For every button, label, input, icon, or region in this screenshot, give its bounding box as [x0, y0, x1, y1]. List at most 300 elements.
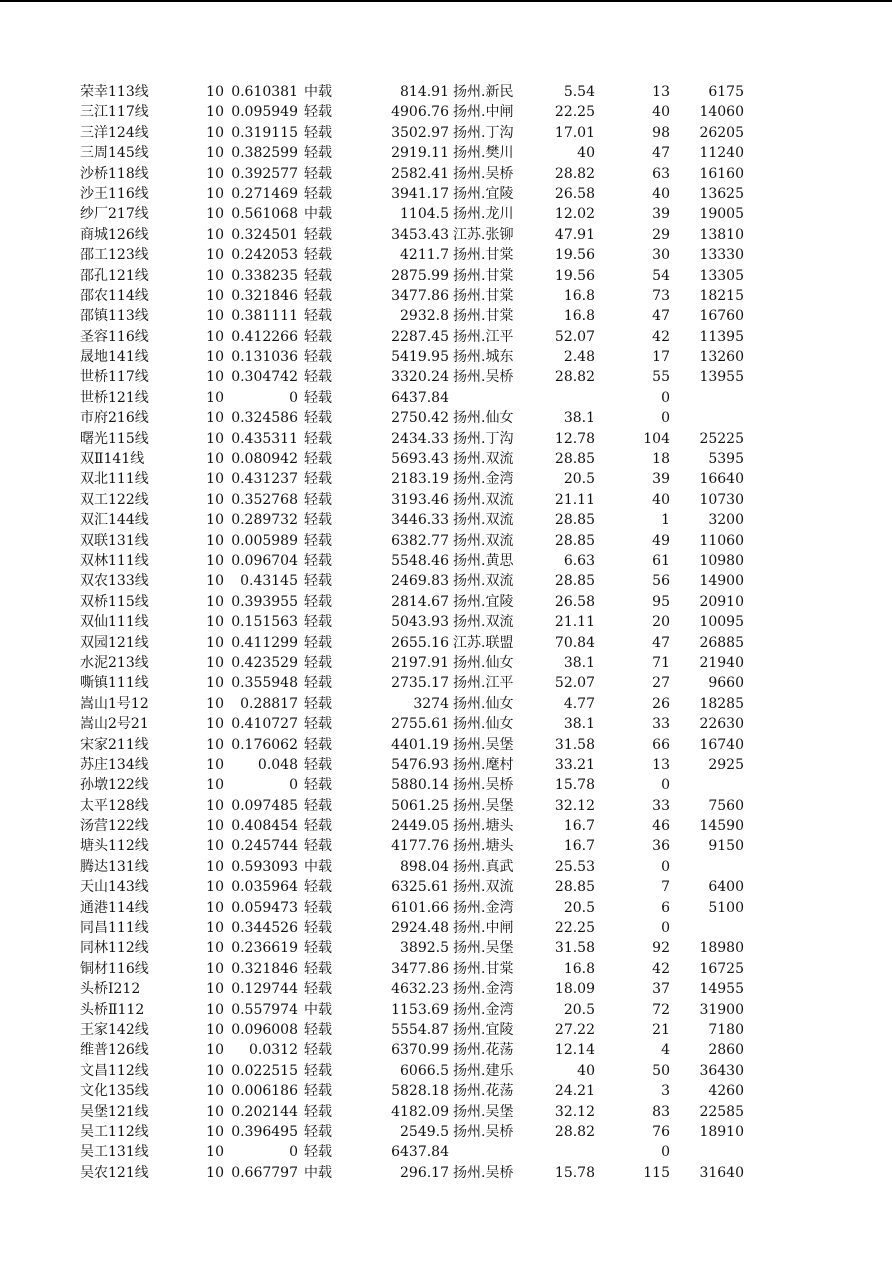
length-cell: 16.8 [563, 287, 595, 304]
line-name: 吴堡121线 [80, 1103, 149, 1120]
line-name: 嵩山1号12 [80, 695, 149, 712]
load-class-cell: 轻载 [304, 247, 332, 264]
table-row [0, 1020, 892, 1040]
table-row [0, 796, 892, 816]
load-rate-cell: 0.096008 [231, 1021, 298, 1038]
capacity-cell: 2924.48 [391, 920, 449, 937]
amount-cell: 5395 [708, 451, 744, 468]
line-name: 圣容116线 [80, 328, 149, 345]
voltage-cell: 10 [206, 491, 224, 508]
table-row [0, 266, 892, 286]
load-class-cell: 轻载 [304, 389, 332, 406]
line-name: 市府216线 [80, 410, 149, 427]
voltage-cell: 10 [206, 451, 224, 468]
length-cell: 32.12 [554, 797, 595, 814]
voltage-cell: 10 [206, 981, 224, 998]
amount-cell: 16740 [699, 736, 744, 753]
amount-cell: 14060 [699, 104, 744, 121]
line-name: 通港114线 [80, 899, 149, 916]
count-cell: 56 [652, 573, 670, 590]
capacity-cell: 3941.17 [391, 185, 449, 202]
table-row [0, 775, 892, 795]
load-class-cell: 轻载 [304, 960, 332, 977]
area-cell: 扬州.吴堡 [453, 797, 514, 814]
table-row [0, 592, 892, 612]
voltage-cell: 10 [206, 226, 224, 243]
line-name: 荣幸113线 [80, 84, 149, 100]
table-row [0, 653, 892, 673]
voltage-cell: 10 [206, 797, 224, 814]
voltage-cell: 10 [206, 756, 224, 773]
amount-cell: 18285 [699, 695, 744, 712]
voltage-cell: 10 [206, 1083, 224, 1100]
table-row [0, 959, 892, 979]
capacity-cell: 5828.18 [391, 1083, 449, 1100]
count-cell: 40 [652, 185, 670, 202]
table-row [0, 82, 892, 102]
load-rate-cell: 0.435311 [231, 430, 298, 447]
table-row [0, 347, 892, 367]
load-rate-cell: 0.324586 [231, 410, 298, 427]
length-cell: 16.8 [563, 308, 595, 325]
area-cell: 扬州.吴堡 [453, 940, 514, 957]
voltage-cell: 10 [206, 247, 224, 264]
length-cell: 24.21 [554, 1083, 595, 1100]
capacity-cell: 5880.14 [391, 777, 449, 794]
capacity-cell: 4906.76 [391, 104, 449, 121]
voltage-cell: 10 [206, 430, 224, 447]
length-cell: 38.1 [563, 654, 595, 671]
table-row [0, 571, 892, 591]
load-class-cell: 轻载 [304, 124, 332, 141]
load-rate-cell: 0.035964 [231, 879, 298, 896]
amount-cell: 13625 [699, 185, 744, 202]
count-cell: 47 [652, 145, 670, 162]
length-cell: 6.63 [563, 552, 595, 569]
count-cell: 0 [661, 920, 670, 937]
count-cell: 37 [652, 981, 670, 998]
load-class-cell: 轻载 [304, 1144, 332, 1161]
area-cell: 扬州.丁沟 [453, 124, 514, 141]
voltage-cell: 10 [206, 777, 224, 794]
table-row [0, 836, 892, 856]
line-name: 文昌112线 [80, 1062, 149, 1079]
load-class-cell: 中载 [304, 206, 332, 223]
area-cell: 扬州.仙女 [453, 695, 514, 712]
table-row [0, 204, 892, 224]
length-cell: 28.82 [554, 1123, 595, 1140]
amount-cell: 5100 [708, 899, 744, 916]
load-rate-cell: 0.059473 [231, 899, 298, 916]
length-cell: 52.07 [554, 328, 595, 345]
line-name: 曙光115线 [80, 430, 149, 447]
amount-cell: 16640 [699, 471, 744, 488]
capacity-cell: 6325.61 [391, 879, 449, 896]
length-cell: 4.77 [563, 695, 595, 712]
capacity-cell: 5554.87 [391, 1021, 449, 1038]
count-cell: 0 [661, 858, 670, 875]
amount-cell: 3200 [708, 512, 744, 529]
line-name: 纱厂217线 [80, 206, 149, 223]
length-cell: 15.78 [554, 777, 595, 794]
count-cell: 6 [661, 899, 670, 916]
amount-cell: 13260 [699, 349, 744, 366]
table-row [0, 898, 892, 918]
voltage-cell: 10 [206, 940, 224, 957]
amount-cell: 6400 [708, 879, 744, 896]
line-name: 双工122线 [80, 491, 149, 508]
amount-cell: 13305 [699, 267, 744, 284]
area-cell: 扬州.塘头 [453, 818, 514, 835]
table-row [0, 612, 892, 632]
load-class-cell: 轻载 [304, 349, 332, 366]
line-name: 宋家211线 [80, 736, 149, 753]
capacity-cell: 6066.5 [400, 1062, 449, 1079]
amount-cell: 9150 [708, 838, 744, 855]
voltage-cell: 10 [206, 267, 224, 284]
length-cell: 21.11 [554, 614, 595, 631]
amount-cell: 22630 [699, 716, 744, 733]
line-name: 同昌111线 [80, 920, 149, 937]
load-class-cell: 轻载 [304, 818, 332, 835]
capacity-cell: 4632.23 [391, 981, 449, 998]
length-cell: 16.8 [563, 960, 595, 977]
count-cell: 98 [652, 124, 670, 141]
length-cell: 18.09 [554, 981, 595, 998]
amount-cell: 2925 [708, 756, 744, 773]
length-cell: 26.58 [554, 593, 595, 610]
amount-cell: 14900 [699, 573, 744, 590]
voltage-cell: 10 [206, 1103, 224, 1120]
load-class-cell: 轻载 [304, 532, 332, 549]
count-cell: 17 [652, 349, 670, 366]
load-class-cell: 轻载 [304, 512, 332, 529]
table-row [0, 245, 892, 265]
count-cell: 73 [652, 287, 670, 304]
load-rate-cell: 0.561068 [231, 206, 298, 223]
load-rate-cell: 0.411299 [231, 634, 298, 651]
voltage-cell: 10 [206, 328, 224, 345]
load-class-cell: 轻载 [304, 838, 332, 855]
load-class-cell: 轻载 [304, 879, 332, 896]
length-cell: 20.5 [563, 899, 595, 916]
load-rate-cell: 0.431237 [231, 471, 298, 488]
amount-cell: 13330 [699, 247, 744, 264]
area-cell: 扬州.真武 [453, 858, 514, 875]
table-row [0, 449, 892, 469]
load-rate-cell: 0.022515 [231, 1062, 298, 1079]
table-row [0, 408, 892, 428]
table-row [0, 551, 892, 571]
table-row [0, 857, 892, 877]
area-cell: 扬州.花荡 [453, 1042, 514, 1059]
area-cell: 江苏.联盟 [453, 634, 514, 651]
count-cell: 7 [661, 879, 670, 896]
voltage-cell: 10 [206, 879, 224, 896]
line-name: 三洋124线 [80, 124, 149, 141]
voltage-cell: 10 [206, 185, 224, 202]
capacity-cell: 3892.5 [400, 940, 449, 957]
line-name: 双仙111线 [80, 614, 149, 631]
table-row [0, 816, 892, 836]
length-cell: 28.85 [554, 451, 595, 468]
count-cell: 95 [652, 593, 670, 610]
length-cell: 70.84 [554, 634, 595, 651]
table-row [0, 694, 892, 714]
capacity-cell: 5476.93 [391, 756, 449, 773]
count-cell: 30 [652, 247, 670, 264]
capacity-cell: 2919.11 [391, 145, 449, 162]
amount-cell: 18910 [699, 1123, 744, 1140]
area-cell: 扬州.双流 [453, 614, 514, 631]
load-class-cell: 轻载 [304, 104, 332, 121]
load-rate-cell: 0.355948 [231, 675, 298, 692]
capacity-cell: 6370.99 [391, 1042, 449, 1059]
load-rate-cell: 0 [289, 1144, 298, 1161]
area-cell: 扬州.金湾 [453, 1001, 514, 1018]
length-cell: 25.53 [554, 858, 595, 875]
length-cell: 12.14 [554, 1042, 595, 1059]
line-name: 塘头112线 [80, 838, 149, 855]
load-class-cell: 轻载 [304, 756, 332, 773]
load-rate-cell: 0.005989 [231, 532, 298, 549]
count-cell: 33 [652, 716, 670, 733]
voltage-cell: 10 [206, 634, 224, 651]
length-cell: 33.21 [554, 756, 595, 773]
amount-cell: 16725 [699, 960, 744, 977]
count-cell: 0 [661, 389, 670, 406]
load-rate-cell: 0.43145 [240, 573, 298, 590]
amount-cell: 10980 [699, 552, 744, 569]
load-class-cell: 轻载 [304, 552, 332, 569]
capacity-cell: 3453.43 [391, 226, 449, 243]
length-cell: 38.1 [563, 716, 595, 733]
capacity-cell: 5061.25 [391, 797, 449, 814]
amount-cell: 22585 [699, 1103, 744, 1120]
table-row [0, 531, 892, 551]
capacity-cell: 2449.05 [391, 818, 449, 835]
capacity-cell: 2469.83 [391, 573, 449, 590]
length-cell: 20.5 [563, 471, 595, 488]
load-class-cell: 轻载 [304, 226, 332, 243]
capacity-cell: 2183.19 [391, 471, 449, 488]
load-rate-cell: 0 [289, 389, 298, 406]
capacity-cell: 3477.86 [391, 960, 449, 977]
load-rate-cell: 0.319115 [231, 124, 298, 141]
line-name: 头桥Ⅱ112 [80, 1001, 145, 1018]
length-cell: 20.5 [563, 1001, 595, 1018]
amount-cell: 31900 [699, 1001, 744, 1018]
voltage-cell: 10 [206, 349, 224, 366]
voltage-cell: 10 [206, 1042, 224, 1059]
line-name: 维普126线 [80, 1042, 149, 1059]
capacity-cell: 2735.17 [391, 675, 449, 692]
area-cell: 扬州.双流 [453, 532, 514, 549]
area-cell: 扬州.城东 [453, 349, 514, 366]
table-row [0, 184, 892, 204]
load-class-cell: 轻载 [304, 797, 332, 814]
load-rate-cell: 0.202144 [231, 1103, 298, 1120]
area-cell: 扬州.双流 [453, 451, 514, 468]
table-row [0, 735, 892, 755]
line-name: 苏庄134线 [80, 756, 149, 773]
capacity-cell: 1104.5 [400, 206, 449, 223]
capacity-cell: 3193.46 [391, 491, 449, 508]
table-row [0, 429, 892, 449]
table-row [0, 633, 892, 653]
voltage-cell: 10 [206, 512, 224, 529]
capacity-cell: 3502.97 [391, 124, 449, 141]
length-cell: 28.85 [554, 879, 595, 896]
count-cell: 13 [652, 756, 670, 773]
count-cell: 47 [652, 308, 670, 325]
load-rate-cell: 0.352768 [231, 491, 298, 508]
length-cell: 28.85 [554, 532, 595, 549]
count-cell: 36 [652, 838, 670, 855]
table-row [0, 714, 892, 734]
count-cell: 55 [652, 369, 670, 386]
voltage-cell: 10 [206, 818, 224, 835]
line-name: 三周145线 [80, 145, 149, 162]
capacity-cell: 2582.41 [391, 165, 449, 182]
load-rate-cell: 0.408454 [231, 818, 298, 835]
count-cell: 29 [652, 226, 670, 243]
count-cell: 50 [652, 1062, 670, 1079]
length-cell: 12.02 [554, 206, 595, 223]
count-cell: 13 [652, 84, 670, 100]
load-rate-cell: 0.396495 [231, 1123, 298, 1140]
line-name: 头桥Ⅰ212 [80, 981, 141, 998]
capacity-cell: 5548.46 [391, 552, 449, 569]
load-class-cell: 轻载 [304, 920, 332, 937]
table-row [0, 979, 892, 999]
area-cell: 扬州.宜陵 [453, 593, 514, 610]
count-cell: 72 [652, 1001, 670, 1018]
load-class-cell: 轻载 [304, 145, 332, 162]
voltage-cell: 10 [206, 145, 224, 162]
length-cell: 19.56 [554, 267, 595, 284]
load-rate-cell: 0.321846 [231, 960, 298, 977]
voltage-cell: 10 [206, 206, 224, 223]
voltage-cell: 10 [206, 471, 224, 488]
voltage-cell: 10 [206, 695, 224, 712]
amount-cell: 26205 [699, 124, 744, 141]
length-cell: 28.82 [554, 369, 595, 386]
count-cell: 0 [661, 777, 670, 794]
capacity-cell: 814.91 [400, 84, 449, 100]
amount-cell: 10730 [699, 491, 744, 508]
voltage-cell: 10 [206, 736, 224, 753]
length-cell: 28.82 [554, 165, 595, 182]
amount-cell: 13955 [699, 369, 744, 386]
capacity-cell: 2655.16 [391, 634, 449, 651]
voltage-cell: 10 [206, 552, 224, 569]
load-class-cell: 轻载 [304, 491, 332, 508]
amount-cell: 16760 [699, 308, 744, 325]
area-cell: 扬州.中闸 [453, 920, 514, 937]
capacity-cell: 2287.45 [391, 328, 449, 345]
table-row [0, 1163, 892, 1183]
load-class-cell: 轻载 [304, 1103, 332, 1120]
length-cell: 27.22 [554, 1021, 595, 1038]
count-cell: 46 [652, 818, 670, 835]
load-rate-cell: 0.593093 [231, 858, 298, 875]
load-rate-cell: 0.242053 [231, 247, 298, 264]
table-row [0, 143, 892, 163]
table-row [0, 938, 892, 958]
load-class-cell: 轻载 [304, 1083, 332, 1100]
load-rate-cell: 0.610381 [231, 84, 298, 100]
line-name: 天山143线 [80, 879, 149, 896]
area-cell: 扬州.黄思 [453, 552, 514, 569]
amount-cell: 14955 [699, 981, 744, 998]
load-rate-cell: 0.344526 [231, 920, 298, 937]
voltage-cell: 10 [206, 1001, 224, 1018]
voltage-cell: 10 [206, 124, 224, 141]
line-name: 吴农121线 [80, 1164, 149, 1181]
count-cell: 4 [661, 1042, 670, 1059]
table-row [0, 1040, 892, 1060]
line-name: 双桥115线 [80, 593, 149, 610]
line-name: 同林112线 [80, 940, 149, 957]
count-cell: 1 [661, 512, 670, 529]
load-rate-cell: 0.245744 [231, 838, 298, 855]
load-class-cell: 轻载 [304, 981, 332, 998]
voltage-cell: 10 [206, 1062, 224, 1079]
load-class-cell: 轻载 [304, 940, 332, 957]
length-cell: 19.56 [554, 247, 595, 264]
length-cell: 12.78 [554, 430, 595, 447]
amount-cell: 11060 [699, 532, 744, 549]
capacity-cell: 2549.5 [400, 1123, 449, 1140]
count-cell: 42 [652, 328, 670, 345]
length-cell: 22.25 [554, 104, 595, 121]
count-cell: 39 [652, 206, 670, 223]
area-cell: 扬州.甘棠 [453, 267, 514, 284]
area-cell: 扬州.双流 [453, 512, 514, 529]
line-name: 吴工112线 [80, 1123, 149, 1140]
table-row [0, 225, 892, 245]
length-cell: 31.58 [554, 940, 595, 957]
line-name: 双农133线 [80, 573, 149, 590]
area-cell: 扬州.吴桥 [453, 165, 514, 182]
count-cell: 33 [652, 797, 670, 814]
count-cell: 54 [652, 267, 670, 284]
length-cell: 15.78 [554, 1164, 595, 1181]
load-class-cell: 轻载 [304, 614, 332, 631]
count-cell: 47 [652, 634, 670, 651]
table-row [0, 367, 892, 387]
capacity-cell: 6382.77 [391, 532, 449, 549]
area-cell: 扬州.甘棠 [453, 960, 514, 977]
length-cell: 28.85 [554, 573, 595, 590]
area-cell: 扬州.龙川 [453, 206, 514, 223]
load-rate-cell: 0.176062 [231, 736, 298, 753]
voltage-cell: 10 [206, 1144, 224, 1161]
length-cell: 22.25 [554, 920, 595, 937]
line-name: 世桥117线 [80, 369, 149, 386]
capacity-cell: 5693.43 [391, 451, 449, 468]
area-cell: 扬州.建乐 [453, 1062, 514, 1079]
voltage-cell: 10 [206, 104, 224, 121]
line-name: 文化135线 [80, 1083, 149, 1100]
area-cell: 扬州.塘头 [453, 838, 514, 855]
table-row [0, 1061, 892, 1081]
voltage-cell: 10 [206, 165, 224, 182]
load-class-cell: 轻载 [304, 573, 332, 590]
capacity-cell: 3477.86 [391, 287, 449, 304]
amount-cell: 31640 [699, 1164, 744, 1181]
